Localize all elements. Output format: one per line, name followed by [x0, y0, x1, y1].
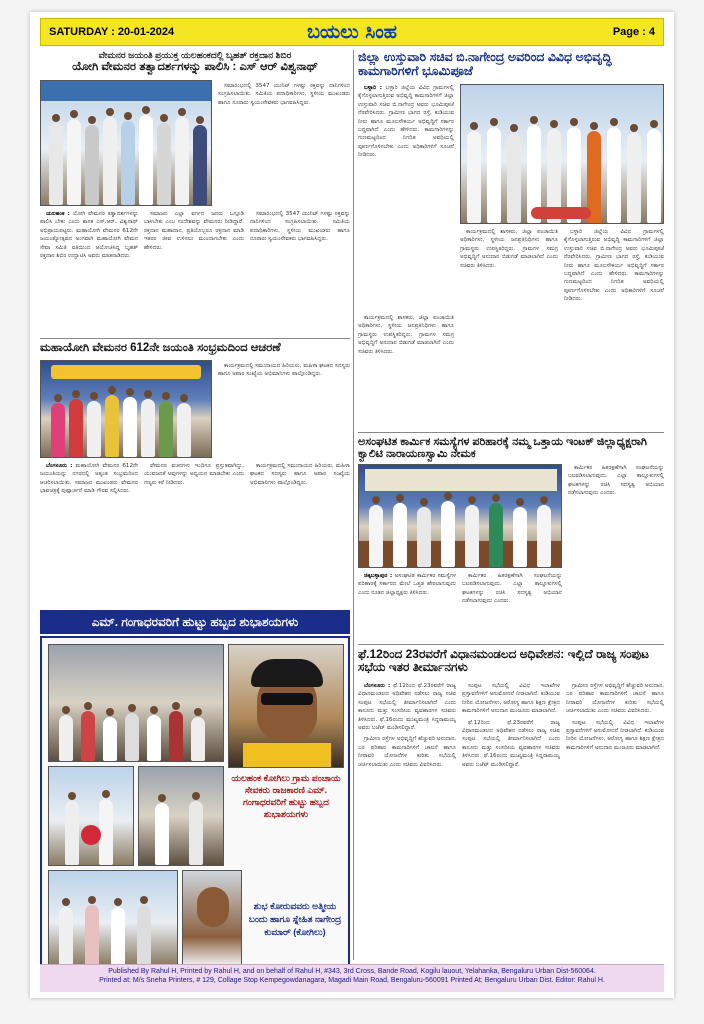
article-paragraph: ವೇಮನರ ವಚನಗಳು ಇಂದಿಗೂ ಪ್ರಸ್ತುತವಾಗಿದ್ದು, ಯುವಜನತೆ ಅವುಗಳನ್ನು ಅಧ್ಯಯನ ಮಾಡಬೇಕು ಎಂದು ಗಣ್ಯರು ಕರೆ ನೀಡಿದರು. [144, 463, 244, 486]
article-paragraph-text: ಅಸಂಘಟಿತ ಕಾರ್ಮಿಕರ ಸಮಸ್ಯೆಗಳ ಪರಿಹಾರಕ್ಕೆ ಸರ್ಕಾರದ ಮೇಲೆ ಒತ್ತಡ ಹೇರಲಾಗುವುದು ಎಂದು ನೂತನ ಜಿಲ್ಲಾಧ್ಯಕ್ಷರು ತಿಳಿಸಿದರು. [358, 573, 456, 596]
article-paragraph: ಕಾರ್ಯಕ್ರಮದಲ್ಲಿ ಶಾಸಕರು, ಜಿಲ್ಲಾ ಪಂಚಾಯಿತಿ ಅಧಿಕಾರಿಗಳು, ಸ್ಥಳೀಯ ಜನಪ್ರತಿನಿಧಿಗಳು ಹಾಗೂ ಗ್ರಾಮಸ್ಥರು ಉಪಸ್ಥಿತರಿದ್ದರು. ಗ್ರಾಮಗಳ ಸಮಗ್ರ ಅಭಿವೃದ್ಧಿಗೆ ಅನುದಾನ ಬಿಡುಗಡೆ ಮಾಡಲಾಗಿದೆ ಎಂದು ಸಚಿವರು ತಿಳಿಸಿದರು. [358, 315, 454, 355]
article-dateline: ಚಿಕ್ಕಬಳ್ಳಾಪುರ : [364, 573, 393, 579]
article-paragraph [40, 462, 138, 496]
greeting-photo-duo [138, 766, 224, 866]
stage-table [359, 541, 561, 567]
article-body [564, 228, 664, 428]
article-photo-stage [40, 360, 212, 458]
article-paragraph-text: ಯೋಗಿ ವೇಮನರ ತತ್ವಾದರ್ಶಗಳನ್ನು ಪಾಲಿಸಿ ಬೇಕು ಎಂದು ಶಾಸಕ ಎಸ್.ಆರ್. ವಿಶ್ವನಾಥ್ ಅಭಿಪ್ರಾಯಪಟ್ಟರು. ಮಹಾಯೋಗಿ ವೇಮನರ 612ನೇ ಜಯಂತ್ಯೋತ್ಸವದ ಅಂಗವಾಗಿ ಮಹಾಯೋಗಿ ವೇಮನ ಸೇವಾ ಸಮಿತಿ ವತಿಯಿಂದ ಆಯೋಜಿಸಿದ್ದ ಬೃಹತ್ ರಕ್ತದಾನ ಶಿಬಿರ ಉದ್ಘಾಟಿಸಿ ಅವರು ಮಾತನಾಡಿದರು. [40, 211, 138, 259]
person-figure [393, 503, 407, 567]
article-paragraph: ಗ್ರಾಮೀಣ ರಸ್ತೆಗಳ ಅಭಿವೃದ್ಧಿಗೆ ಹೆಚ್ಚುವರಿ ಅನುದಾನ, ಬರ ಪರಿಹಾರ ಕಾಮಗಾರಿಗಳಿಗೆ ಚಾಲನೆ ಹಾಗೂ ನೀರಾವರಿ ಯೋಜನೆಗಳ ಕುರಿತು ಸಭೆಯಲ್ಲಿ ಚರ್ಚಿಸಲಾಯಿತು ಎಂದು ಸಚಿವರು ವಿವರಿಸಿದರು. [566, 683, 664, 715]
article-dateline: ಬೆಂಗಳೂರು : [364, 683, 391, 689]
article-paragraph: ಕಾರ್ಯಕ್ರಮದಲ್ಲಿ ಸಮುದಾಯದ ಹಿರಿಯರು, ಮಹಿಳಾ ಘಟಕದ ಸದಸ್ಯರು ಹಾಗೂ ಅಪಾರ ಸಂಖ್ಯೆಯ ಅಭಿಮಾನಿಗಳು ಪಾಲ್ಗೊಂಡಿದ್ದರು. [250, 463, 350, 486]
person-figure [607, 127, 621, 223]
article-paragraph: ಫೆ.12ರಿಂದ ಫೆ.23ರವರೆಗೆ ರಾಜ್ಯ ವಿಧಾನಮಂಡಲದ ಅಧಿವೇಶನ ನಡೆಸಲು ರಾಜ್ಯ ಸಚಿವ ಸಂಪುಟ ಸಭೆಯಲ್ಲಿ ತೀರ್ಮಾನಿಸಲಾಗಿದೆ ಎಂದು ಕಾನೂನು ಮತ್ತು ಸಂಸದೀಯ ವ್ಯವಹಾರಗಳ ಸಚಿವರು ತಿಳಿಸಿದರು. ಫೆ.16ರಂದು ಮುಖ್ಯಮಂತ್ರಿ ಸಿದ್ದರಾಮಯ್ಯ ಅವರು ಬಜೆಟ್ ಮಂಡಿಸಲಿದ್ದಾರೆ. [462, 719, 560, 768]
issue-date: SATURDAY : 20-01-2024 [49, 26, 175, 38]
article-body [358, 572, 456, 640]
article-paragraph: ಕಾರ್ಯಕ್ರಮದಲ್ಲಿ ಸಮುದಾಯದ ಹಿರಿಯರು, ಮಹಿಳಾ ಘಟಕದ ಸದಸ್ಯರು ಹಾಗೂ ಅಪಾರ ಸಂಖ್ಯೆಯ ಅಭಿಮಾನಿಗಳು ಪಾಲ್ಗೊಂಡಿದ್ದರು. [218, 363, 350, 378]
page-number: Page : 4 [612, 26, 655, 38]
article-paragraph [358, 84, 454, 160]
greeting-advertisement [40, 636, 350, 974]
greeting-banner: ಎಮ್. ಗಂಗಾಧರವರಿಗೆ ಹುಟ್ಟು ಹಬ್ಬದ ಶುಭಾಶಯಗಳು [40, 610, 350, 634]
article-paragraph: ಗ್ರಾಮೀಣ ರಸ್ತೆಗಳ ಅಭಿವೃದ್ಧಿಗೆ ಹೆಚ್ಚುವರಿ ಅನುದಾನ, ಬರ ಪರಿಹಾರ ಕಾಮಗಾರಿಗಳಿಗೆ ಚಾಲನೆ ಹಾಗೂ ನೀರಾವರಿ ಯೋಜನೆಗಳ ಕುರಿತು ಸಭೆಯಲ್ಲಿ ಚರ್ಚಿಸಲಾಯಿತು ಎಂದು ಸಚಿವರು ವಿವರಿಸಿದರು. [358, 736, 456, 768]
person-figure [139, 115, 153, 205]
person-figure [121, 121, 135, 205]
article-body [358, 682, 456, 960]
newspaper-page [30, 12, 674, 998]
person-figure [147, 715, 161, 761]
person-figure [81, 711, 95, 761]
article-paragraph: ಕಾರ್ಮಿಕರ ಹಿತರಕ್ಷಣೆಗಾಗಿ ಸಂಘಟನೆಯನ್ನು ಬಲಪಡಿಸಲಾಗುವುದು. ಎಲ್ಲಾ ತಾಲ್ಲೂಕುಗಳಲ್ಲಿ ಘಟಕಗಳನ್ನು ರಚಿಸಿ ಸದಸ್ಯತ್ವ ಅಭಿಯಾನ ನಡೆಸಲಾಗುವುದು ಎಂದರು. [462, 573, 562, 605]
sunglasses-icon [261, 693, 313, 705]
person-figure [67, 119, 81, 205]
stage-banner [51, 365, 201, 379]
article-body [144, 462, 244, 608]
article-body [218, 82, 350, 206]
article-paragraph [358, 572, 456, 597]
article-body [250, 462, 350, 608]
person-figure [103, 717, 117, 761]
article-dateline: ಬಳ್ಳಾರಿ : [364, 85, 382, 91]
article-paragraph: ಸಂಪುಟ ಸಭೆಯಲ್ಲಿ ವಿವಿಧ ಇಲಾಖೆಗಳ ಪ್ರಸ್ತಾವನೆಗಳಿಗೆ ಅನುಮೋದನೆ ನೀಡಲಾಗಿದೆ. ಕುಡಿಯುವ ನೀರಿನ ಯೋಜನೆಗಳು, ಆರೋಗ್ಯ ಹಾಗೂ ಶಿಕ್ಷಣ ಕ್ಷೇತ್ರದ ಕಾಮಗಾರಿಗಳಿಗೆ ಅನುದಾನ ಮಂಜೂರು ಮಾಡಲಾಗಿದೆ. [462, 683, 560, 715]
portrait-face [197, 887, 229, 927]
article-body [40, 462, 138, 608]
pooja-items [531, 207, 591, 219]
article-kicker: ವೇಮನರ ಜಯಂತಿ ಪ್ರಯುಕ್ತ ಯಲಹಂಕದಲ್ಲಿ ಬೃಹತ್ ರಕ್ತದಾನ ಶಿಬಿರ [98, 50, 292, 60]
portrait-hair [251, 659, 323, 687]
person-figure [175, 117, 189, 205]
article-body [40, 210, 138, 336]
article-photo-bhoomipuja [460, 84, 664, 224]
person-figure [177, 403, 191, 457]
person-figure [159, 401, 173, 457]
article-paragraph [358, 682, 456, 732]
flower-bouquet-icon [81, 825, 101, 845]
person-figure [191, 717, 205, 761]
article-headline: ಅಸಂಘಟಿತ ಕಾರ್ಮಿಕ ಸಮಸ್ಯೆಗಳ ಪರಿಹಾರಕ್ಕೆ ನಮ್ಮ ಒತ್ತಾಯ ಇಂಟಕ್ ಜಿಲ್ಲಾಧ್ಯಕ್ಷರಾಗಿ ಕ್ವಾಲಿಟಿ ನಾರಾಯಣಸ್ವಾಮಿ ನೇಮಕ [358, 436, 647, 461]
greeting-wish-text: ಶುಭ ಕೋರುವವರು ಅತ್ಮೀಯ ಬಂದು ಹಾಗೂ ಸ್ನೇಹಿತ ನಾಗೇಂದ್ರ ಕುಮಾರ್ (ಕೋಗಿಲು) [248, 901, 342, 938]
person-figure [69, 399, 83, 457]
article-dateline: ಯಲಹಂಕ : [46, 211, 70, 217]
person-figure [125, 713, 139, 761]
person-figure [467, 131, 481, 223]
article-body [250, 210, 350, 336]
divider [358, 644, 664, 645]
person-figure [49, 123, 63, 205]
article-photo-meeting [358, 464, 562, 568]
article-dateline: ಬೆಂಗಳೂರು : [46, 463, 73, 469]
article-paragraph: ಕಾರ್ಮಿಕರ ಹಿತರಕ್ಷಣೆಗಾಗಿ ಸಂಘಟನೆಯನ್ನು ಬಲಪಡಿಸಲಾಗುವುದು. ಎಲ್ಲಾ ತಾಲ್ಲೂಕುಗಳಲ್ಲಿ ಘಟಕಗಳನ್ನು ರಚಿಸಿ ಸದಸ್ಯತ್ವ ಅಭಿಯಾನ ನಡೆಸಲಾಗುವುದು ಎಂದರು. [568, 465, 664, 497]
photo-banner-strip [41, 81, 211, 101]
article-paragraph: ಸಮಾರಂಭದಲ್ಲಿ 3547 ಯುನಿಟ್ ಗಳಷ್ಟು ರಕ್ತವನ್ನು ದಾನಿಗಳಿಂದ ಸಂಗ್ರಹಿಸಲಾಯಿತು. ಸಮಿತಿಯ ಪದಾಧಿಕಾರಿಗಳು, ಸ್ಥಳೀಯ ಮುಖಂಡರು ಹಾಗೂ ನೂರಾರು ಸ್ವಯಂಸೇವಕರು ಭಾಗವಹಿಸಿದ್ದರು. [218, 83, 350, 106]
person-figure [627, 133, 641, 223]
person-figure [155, 803, 169, 865]
person-figure [65, 801, 79, 865]
article-body [218, 362, 350, 458]
article-body [462, 572, 562, 640]
person-figure [141, 399, 155, 457]
imprint-line: Printed at: M/s Sneha Printers, # 129, Collage Stop Kempegowdanagara, Magadi Main Road, Bengaluru-560091 Printed At: Bengaluru Urban Dist. Editor: Rahul H. [99, 977, 605, 985]
person-figure [417, 507, 431, 567]
greeting-photo-group [48, 644, 224, 762]
article-body [358, 314, 454, 428]
article-photo-group [40, 80, 212, 206]
stage-banner [365, 469, 557, 491]
person-figure [537, 505, 551, 567]
person-figure [111, 907, 125, 965]
well-wisher-portrait [182, 870, 242, 966]
person-figure [59, 715, 73, 761]
person-figure [87, 401, 101, 457]
article-body [460, 228, 558, 428]
person-figure [85, 125, 99, 205]
column-divider [353, 50, 354, 960]
article-paragraph-text: ಮಹಾಯೋಗಿ ವೇಮನರ 612ನೇ ಜಯಂತಿಯನ್ನು ನಗರದಲ್ಲಿ ಅತ್ಯಂತ ಸಂಭ್ರಮದಿಂದ ಆಚರಿಸಲಾಯಿತು. ಸಮಾಜದ ಮುಖಂಡರು ವೇಮನರ ಭಾವಚಿತ್ರಕ್ಕೆ ಪುಷ್ಪಾರ್ಚನೆ ಮಾಡಿ ಗೌರವ ಸಲ್ಲಿಸಿದರು. [40, 463, 138, 495]
person-figure [489, 503, 503, 567]
article-paragraph-text: ಫೆ.12ರಿಂದ ಫೆ.23ರವರೆಗೆ ರಾಜ್ಯ ವಿಧಾನಮಂಡಲದ ಅಧಿವೇಶನ ನಡೆಸಲು ರಾಜ್ಯ ಸಚಿವ ಸಂಪುಟ ಸಭೆಯಲ್ಲಿ ತೀರ್ಮಾನಿಸಲಾಗಿದೆ ಎಂದು ಕಾನೂನು ಮತ್ತು ಸಂಸದೀಯ ವ್ಯವಹಾರಗಳ ಸಚಿವರು ತಿಳಿಸಿದರು. ಫೆ.16ರಂದು ಮುಖ್ಯಮಂತ್ರಿ ಸಿದ್ದರಾಮಯ್ಯ ಅವರು ಬಜೆಟ್ ಮಂಡಿಸಲಿದ್ದಾರೆ. [358, 683, 456, 731]
person-figure [51, 403, 65, 457]
newspaper-title: ಬಯಲು ಸಿಂಹ [307, 21, 397, 43]
article-paragraph-text: ಬಳ್ಳಾರಿ ಜಿಲ್ಲೆಯ ವಿವಿಧ ಗ್ರಾಮಗಳಲ್ಲಿ ಕೈಗೊಳ್ಳಲಾಗುತ್ತಿರುವ ಅಭಿವೃದ್ಧಿ ಕಾಮಗಾರಿಗಳಿಗೆ ಜಿಲ್ಲಾ ಉಸ್ತುವಾರಿ ಸಚಿವ ಬಿ.ನಾಗೇಂದ್ರ ಅವರು ಭೂಮಿಪೂಜೆ ನೆರವೇರಿಸಿದರು. ಗ್ರಾಮೀಣ ಭಾಗದ ರಸ್ತೆ, ಕುಡಿಯುವ ನೀರು ಹಾಗೂ ಮೂಲಸೌಕರ್ಯ ಅಭಿವೃದ್ಧಿಗೆ ಸರ್ಕಾರ ಬದ್ಧವಾಗಿದೆ ಎಂದು ಹೇಳಿದರು. ಕಾಮಗಾರಿಗಳನ್ನು ಗುಣಮಟ್ಟದಿಂದ ನಿಗದಿತ ಅವಧಿಯಲ್ಲಿ ಪೂರ್ಣಗೊಳಿಸಬೇಕು ಎಂದು ಅಧಿಕಾರಿಗಳಿಗೆ ಸೂಚನೆ ನೀಡಿದರು. [358, 85, 454, 159]
article-body [358, 84, 454, 310]
article-headline: ಯೋಗಿ ವೇಮನರ ತತ್ವಾದರ್ಶಗಳನ್ನು ಪಾಲಿಸಿ : ಎಸ್ ಆರ್ ವಿಶ್ವನಾಥ್ [72, 61, 318, 73]
divider [358, 432, 664, 433]
person-figure [465, 505, 479, 567]
greeting-photo-duo [48, 766, 134, 866]
portrait-shirt [243, 743, 331, 768]
person-figure [169, 711, 183, 761]
article-paragraph: ಸಮಾರಂಭದಲ್ಲಿ 3547 ಯುನಿಟ್ ಗಳಷ್ಟು ರಕ್ತವನ್ನು ದಾನಿಗಳಿಂದ ಸಂಗ್ರಹಿಸಲಾಯಿತು. ಸಮಿತಿಯ ಪದಾಧಿಕಾರಿಗಳು, ಸ್ಥಳೀಯ ಮುಖಂಡರು ಹಾಗೂ ನೂರಾರು ಸ್ವಯಂಸೇವಕರು ಭಾಗವಹಿಸಿದ್ದರು. [250, 211, 350, 243]
person-figure [103, 117, 117, 205]
imprint-footer [40, 964, 664, 992]
article-paragraph [40, 210, 138, 260]
article-body [462, 682, 560, 960]
article-paragraph: ಕಾರ್ಯಕ್ರಮದಲ್ಲಿ ಶಾಸಕರು, ಜಿಲ್ಲಾ ಪಂಚಾಯಿತಿ ಅಧಿಕಾರಿಗಳು, ಸ್ಥಳೀಯ ಜನಪ್ರತಿನಿಧಿಗಳು ಹಾಗೂ ಗ್ರಾಮಸ್ಥರು ಉಪಸ್ಥಿತರಿದ್ದರು. ಗ್ರಾಮಗಳ ಸಮಗ್ರ ಅಭಿವೃದ್ಧಿಗೆ ಅನುದಾನ ಬಿಡುಗಡೆ ಮಾಡಲಾಗಿದೆ ಎಂದು ಸಚಿವರು ತಿಳಿಸಿದರು. [460, 229, 558, 269]
imprint-line: Published By Rahul H, Printed by Rahul H, and on behalf of Rahul H, #343, 3rd Cross, Bande Road, Kogilu lauout, Yelahanka, Bengaluru Urban Dist-560064. [108, 968, 596, 975]
person-figure [189, 801, 203, 865]
greeting-overlay-message: ಯಲಹಂಕ ಕೋಗಿಲು ಗ್ರಾಮ ಪಂಚಾಯ ಸೇವಕರು ರಾಜಕಾರಣಿ ಎಮ್. ಗಂಗಾಧರವರಿಗೆ ಹುಟ್ಟು ಹಬ್ಬದ ಶುಭಾಶಯಗಳು [231, 773, 341, 820]
article-paragraph: ಬಳ್ಳಾರಿ ಜಿಲ್ಲೆಯ ವಿವಿಧ ಗ್ರಾಮಗಳಲ್ಲಿ ಕೈಗೊಳ್ಳಲಾಗುತ್ತಿರುವ ಅಭಿವೃದ್ಧಿ ಕಾಮಗಾರಿಗಳಿಗೆ ಜಿಲ್ಲಾ ಉಸ್ತುವಾರಿ ಸಚಿವ ಬಿ.ನಾಗೇಂದ್ರ ಅವರು ಭೂಮಿಪೂಜೆ ನೆರವೇರಿಸಿದರು. ಗ್ರಾಮೀಣ ಭಾಗದ ರಸ್ತೆ, ಕುಡಿಯುವ ನೀರು ಹಾಗೂ ಮೂಲಸೌಕರ್ಯ ಅಭಿವೃದ್ಧಿಗೆ ಸರ್ಕಾರ ಬದ್ಧವಾಗಿದೆ ಎಂದು ಹೇಳಿದರು. ಕಾಮಗಾರಿಗಳನ್ನು ಗುಣಮಟ್ಟದಿಂದ ನಿಗದಿತ ಅವಧಿಯಲ್ಲಿ ಪೂರ್ಣಗೊಳಿಸಬೇಕು ಎಂದು ಅಧಿಕಾರಿಗಳಿಗೆ ಸೂಚನೆ ನೀಡಿದರು. [564, 229, 664, 303]
person-figure [137, 905, 151, 965]
article-headline: ಮಹಾಯೋಗಿ ವೇಮನರ 612ನೇ ಜಯಂತಿ ಸಂಭ್ರಮದಿಂದ ಆಚರಣೆ [40, 342, 281, 354]
person-figure [157, 123, 171, 205]
divider [40, 338, 350, 339]
person-figure [369, 505, 383, 567]
greeting-photo-group [48, 870, 178, 966]
article-paragraph: ಸಮಾಜದ ಎಲ್ಲಾ ವರ್ಗದ ಜನರು ಒಗ್ಗೂಡಿ ಬಾಳಬೇಕು ಎಂಬ ಸಂದೇಶವನ್ನು ವೇಮನರು ನೀಡಿದ್ದಾರೆ. ರಕ್ತದಾನ ಮಹಾದಾನ, ಪ್ರತಿಯೊಬ್ಬರೂ ರಕ್ತದಾನ ಮಾಡಿ ಇತರರ ಜೀವ ಉಳಿಸಲು ಮುಂದಾಗಬೇಕು ಎಂದು ಹೇಳಿದರು. [144, 211, 244, 251]
article-body [566, 682, 664, 960]
article-headline: ಜಿಲ್ಲಾ ಉಸ್ತುವಾರಿ ಸಚಿವ ಬಿ.ನಾಗೇಂದ್ರ ಅವರಿಂದ ವಿವಿಧ ಅಭಿವೃದ್ಧಿ ಕಾಮಗಾರಿಗಳಿಗೆ ಭೂಮಿಪೂಜೆ [358, 50, 612, 78]
person-figure [59, 907, 73, 965]
person-figure [507, 133, 521, 223]
article-paragraph: ಸಂಪುಟ ಸಭೆಯಲ್ಲಿ ವಿವಿಧ ಇಲಾಖೆಗಳ ಪ್ರಸ್ತಾವನೆಗಳಿಗೆ ಅನುಮೋದನೆ ನೀಡಲಾಗಿದೆ. ಕುಡಿಯುವ ನೀರಿನ ಯೋಜನೆಗಳು, ಆರೋಗ್ಯ ಹಾಗೂ ಶಿಕ್ಷಣ ಕ್ಷೇತ್ರದ ಕಾಮಗಾರಿಗಳಿಗೆ ಅನುದಾನ ಮಂಜೂರು ಮಾಡಲಾಗಿದೆ. [566, 719, 664, 751]
person-figure [123, 397, 137, 457]
article-headline: ಫೆ.12ರಿಂದ 23ರವರೆಗೆ ವಿಧಾನಮಂಡಲದ ಅಧಿವೇಶನ: ಇಲ್ಲಿದೆ ರಾಜ್ಯ ಸಂಪುಟ ಸಭೆಯ ಇತರ ತೀರ್ಮಾನಗಳು [358, 647, 650, 675]
greeting-portrait [228, 644, 344, 768]
article-body [144, 210, 244, 336]
person-figure [441, 501, 455, 567]
person-figure [513, 507, 527, 567]
person-figure [85, 905, 99, 965]
masthead [40, 18, 664, 46]
person-figure [647, 129, 661, 223]
person-figure [193, 125, 207, 205]
person-figure [105, 395, 119, 457]
article-body [568, 464, 664, 640]
person-figure [99, 799, 113, 865]
person-figure [487, 127, 501, 223]
